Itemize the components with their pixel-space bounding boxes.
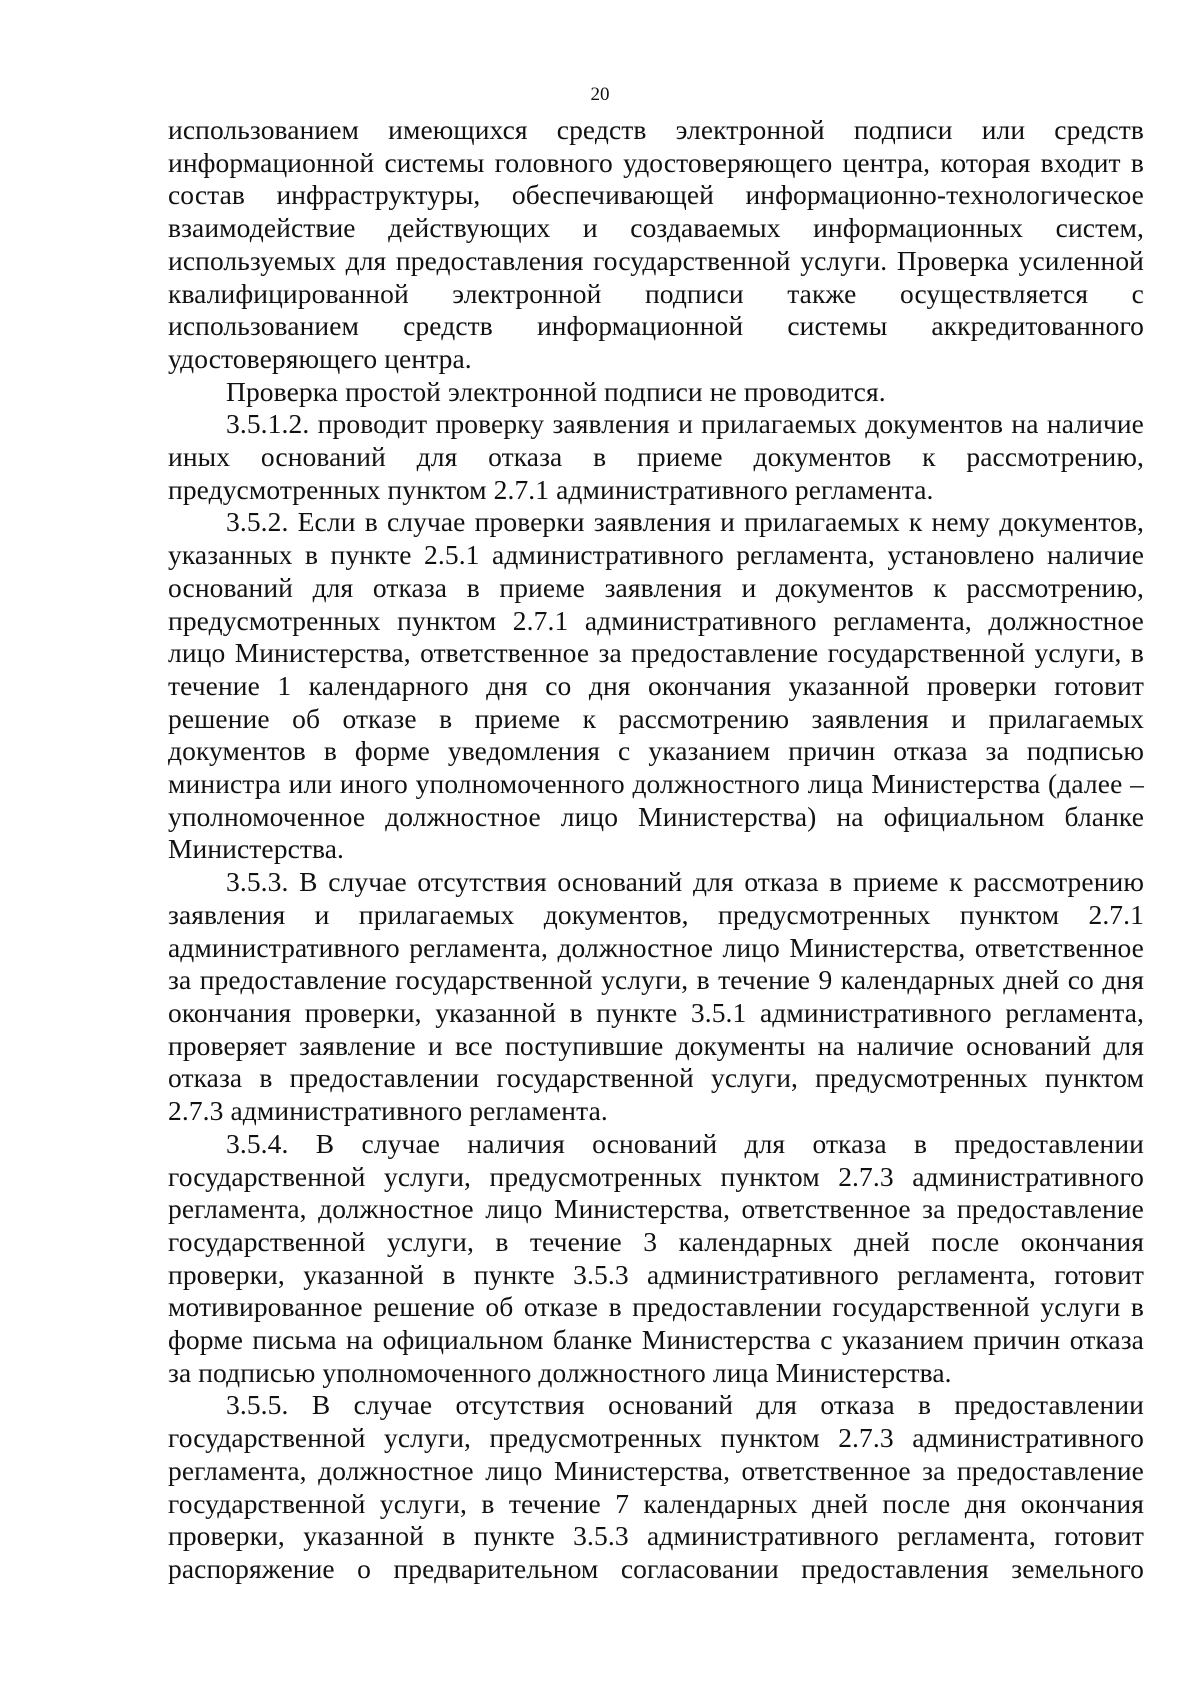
page-number: 20	[590, 84, 610, 105]
paragraph-3-5-2: 3.5.2. Если в случае проверки заявления и прилагаемых к нему документов, указанных в пункте 2.5.1 административного регламента, установлено наличие оснований для отказа в приеме заявления и документов к рассмотрению, предусмотренных пунктом 2.7.1 административного регламента, должностное лицо Министерства, ответственное за предоставление государственной услуги, в течение 1 календарного дня со дня окончания указанной проверки готовит решение об отказе в приеме к рассмотрению заявления и прилагаемых документов в форме уведомления с указанием причин отказа за подписью министра или иного уполномоченного должностного лица Министерства (далее – уполномоченное должностное лицо Министерства) на официальном бланке Министерства.	[168, 506, 1144, 865]
paragraph-3-5-1-2: 3.5.1.2. проводит проверку заявления и прилагаемых документов на наличие иных оснований для отказа в приеме документов к рассмотрению, предусмотренных пунктом 2.7.1 административного регламента.	[168, 408, 1144, 505]
paragraph-signature-verification-continued: использованием имеющихся средств электронной подписи или средств информационной системы головного удостоверяющего центра, которая входит в состав инфраструктуры, обеспечивающей информационно-технологическое взаимодействие действующих и создаваемых информационных систем, используемых для предоставления государственной услуги. Проверка усиленной квалифицированной электронной подписи также осуществляется с использованием средств информационной системы аккредитованного удостоверяющего центра.	[168, 114, 1144, 374]
paragraph-simple-signature: Проверка простой электронной подписи не проводится.	[226, 375, 886, 407]
paragraph-3-5-3: 3.5.3. В случае отсутствия оснований для отказа в приеме к рассмотрению заявления и прилагаемых документов, предусмотренных пунктом 2.7.1 административного регламента, должностное лицо Министерства, ответственное за предоставление государственной услуги, в течение 9 календарных дней со дня окончания проверки, указанной в пункте 3.5.1 административного регламента, проверяет заявление и все поступившие документы на наличие оснований для отказа в предоставлении государственной услуги, предусмотренных пунктом 2.7.3 административного регламента.	[168, 866, 1144, 1127]
paragraph-3-5-4: 3.5.4. В случае наличия оснований для отказа в предоставлении государственной услуги, предусмотренных пунктом 2.7.3 административного регламента, должностное лицо Министерства, ответственное за предоставление государственной услуги, в течение 3 календарных дней после окончания проверки, указанной в пункте 3.5.3 административного регламента, готовит мотивированное решение об отказе в предоставлении государственной услуги в форме письма на официальном бланке Министерства с указанием причин отказа за подписью уполномоченного должностного лица Министерства.	[168, 1127, 1144, 1388]
body-text	[168, 114, 1144, 1586]
paragraph-3-5-5: 3.5.5. В случае отсутствия оснований для отказа в предоставлении государственной услуги, предусмотренных пунктом 2.7.3 административного регламента, должностное лицо Министерства, ответственное за предоставление государственной услуги, в течение 7 календарных дней после дня окончания проверки, указанной в пункте 3.5.3 административного регламента, готовит распоряжение о предварительном согласовании предоставления земельного	[168, 1389, 1144, 1584]
